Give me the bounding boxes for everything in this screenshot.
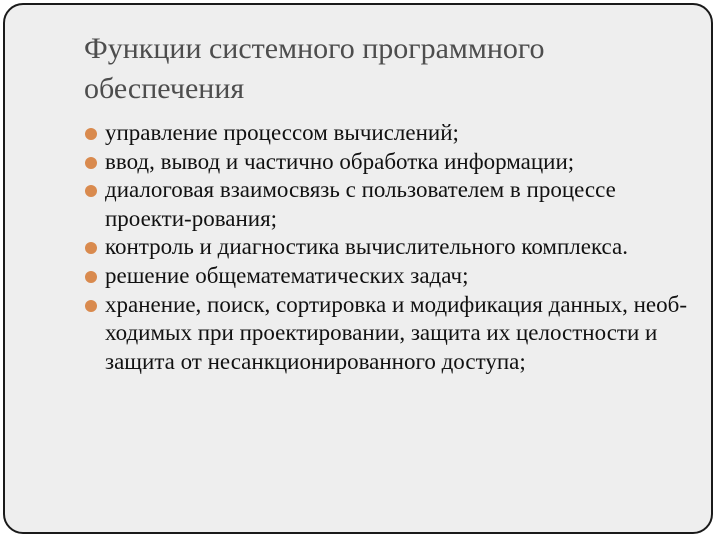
bullet-dot-icon bbox=[85, 185, 97, 197]
bullet-item bbox=[84, 176, 694, 233]
bullet-item bbox=[84, 262, 694, 291]
bullet-dot-icon bbox=[85, 271, 97, 283]
slide-frame bbox=[3, 3, 713, 534]
bullet-text: диалоговая взаимосвязь с пользователем в процессе проекти-рования; bbox=[105, 177, 616, 231]
bullet-dot-icon bbox=[85, 300, 97, 312]
bullet-dot-icon bbox=[85, 128, 97, 140]
slide-title: Функции системного программного обеспечения bbox=[84, 32, 545, 105]
bullet-item bbox=[84, 291, 694, 377]
bullet-dot-icon bbox=[85, 157, 97, 169]
bullet-text: управление процессом вычислений; bbox=[105, 120, 459, 145]
bullet-text: ввод, вывод и частично обработка информации; bbox=[105, 148, 575, 174]
bullet-item bbox=[84, 119, 694, 148]
bullet-item bbox=[84, 148, 694, 177]
bullet-list bbox=[84, 119, 694, 376]
bullet-text: решение общематематических задач; bbox=[105, 262, 469, 288]
bullet-text: контроль и диагностика вычислительного комплекса. bbox=[105, 234, 629, 260]
bullet-dot-icon bbox=[85, 242, 97, 254]
bullet-item bbox=[84, 233, 694, 262]
bullet-text: хранение, поиск, сортировка и модификация данных, необ-ходимых при проектировании, защита их целостности и защита от несанкционированного доступа; bbox=[105, 291, 687, 374]
